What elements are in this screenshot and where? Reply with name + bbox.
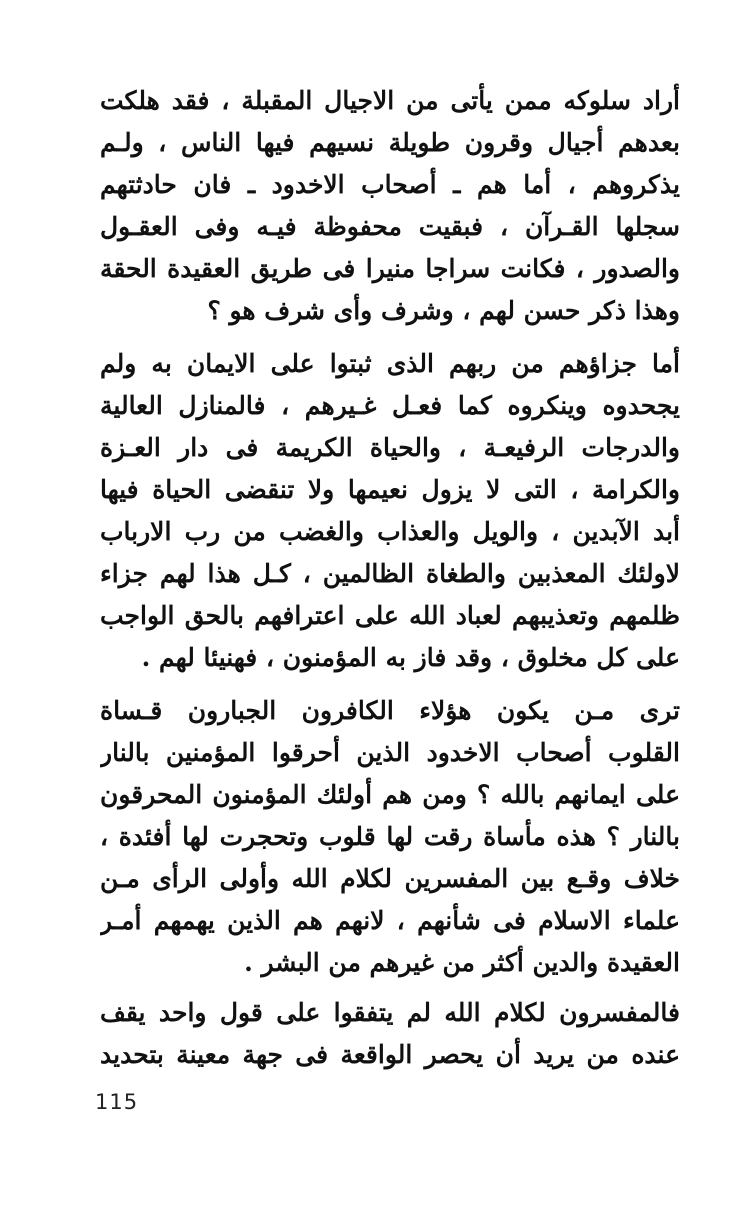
text-line: سجلها القـرآن ، فبقيت محفوظة فيـه وفى العقـول [100,212,680,241]
text-line: فالمفسرون لكلام الله لم يتفقوا على قول واحد يقف [100,998,680,1027]
text-line: على ايمانهم بالله ؟ ومن هم أولئك المؤمنون المحرقون [100,780,680,809]
text-line: بعدهم أجيال وقرون طويلة نسيهم فيها الناس ، ولـم [100,128,680,157]
text-line: والصدور ، فكانت سراجا منيرا فى طريق العقيدة الحقة [100,254,680,283]
text-line: العقيدة والدين أكثر من غيرهم من البشر . [244,948,680,977]
text-line: القلوب أصحاب الاخدود الذين أحرقوا المؤمنين بالنار [100,738,680,767]
text-line: أراد سلوكه ممن يأتى من الاجيال المقبلة ، فقد هلكت [100,86,680,115]
text-line: والكرامة ، التى لا يزول نعيمها ولا تنقضى الحياة فيها [100,475,680,504]
text-line: على كل مخلوق ، وقد فاز به المؤمنون ، فهنيئا لهم . [141,643,680,672]
paragraph-2 [100,343,680,679]
text-line: ظلمهم وتعذيبهم لعباد الله على اعترافهم بالحق الواجب [100,601,680,630]
paragraph-3 [100,690,680,984]
text-line: عنده من يريد أن يحصر الواقعة فى جهة معينة بتحديد [100,1040,680,1069]
text-line: ترى مـن يكون هؤلاء الكافرون الجبارون قـساة [100,696,680,725]
text-line: والدرجات الرفيعـة ، والحياة الكريمة فى دار العـزة [100,433,680,462]
text-line: بالنار ؟ هذه مأساة رقت لها قلوب وتحجرت لها أفئدة ، [100,822,680,851]
text-line: يجحدوه وينكروه كما فعـل غـيرهم ، فالمنازل العالية [100,391,680,420]
page-number: 115 [95,1090,139,1114]
paragraph-1 [100,80,680,332]
text-line: علماء الاسلام فى شأنهم ، لانهم هم الذين يهمهم أمـر [100,906,680,935]
text-line: أبد الآبدين ، والويل والعذاب والغضب من رب الارباب [100,517,680,546]
text-line: خلاف وقـع بين المفسرين لكلام الله وأولى الرأى مـن [100,864,680,893]
text-line: لاولئك المعذبين والطغاة الظالمين ، كـل هذا لهم جزاء [100,559,680,588]
text-line: وهذا ذكر حسن لهم ، وشرف وأى شرف هو ؟ [207,296,680,325]
paragraph-4 [100,992,680,1076]
text-line: أما جزاؤهم من ربهم الذى ثبتوا على الايمان به ولم [100,349,680,378]
text-line: يذكروهم ، أما هم ـ أصحاب الاخدود ـ فان حادثتهم [100,170,680,199]
